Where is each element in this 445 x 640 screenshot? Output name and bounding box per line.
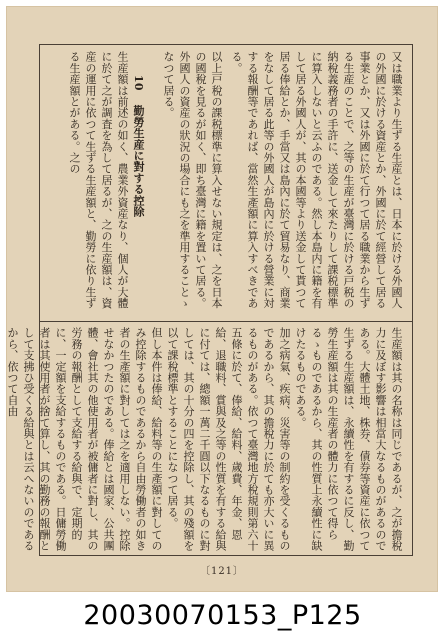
- top-paragraph-1: 又は職業より生ずる生産とは、日本に於ける外國人の外國に於ける資産とか、外國に於て經營して居る事業とか、又は外國に於て行つて居る職業から生ずる生産のことで、之等の生産が臺灣に於ける戸税の納稅義務者の手許に、送金して來たりして課税標準に算入しないと云ふのである。然し本島内に籍を有して居る外國人が、其の本國等より送金して貰つて居る俸給とか、手當又は島內に於て貿易なり、商業をなして居る此等の外國人が島內に於ける營業に対する報酬等であれば、當然生產額に算入すべきである。: [230, 51, 403, 309]
- top-paragraph-2: 以上戸稅の課税標準に算入せない規定は、之を日本の國稅を見るが如く、即ち臺灣に籍を置いて居る。外國人の資産の狀況の場合にも之を準用することゝなつて居る。: [162, 51, 223, 309]
- bottom-paragraph-3: 但し本件は俸給、給料等の生產額に對してのみ控除するものであるから自由勞働者の如き者の生產額に對しては之を適用しない。控除せなかつたのである。俸給とは國家、公共團體、會社其の他使用者が被傭者に對し、其の労務の報酬として支給する給與で、定期的に、一定額を支給するものである。日傭勞働者は其使用者が捨て算し、其の勤務の報酬として支拂ひ受くる給與とは云へないのであるから、依つて自由: [6, 327, 163, 551]
- heading-number: 10: [132, 75, 145, 91]
- bottom-section: [6, 327, 404, 551]
- text-frame: [6, 44, 413, 556]
- bottom-paragraph-1: 生産額は其の名称は同じであるが、之が擔稅力に及ぼす影響は相當大なるものがあるのである。大體土地、株券、債券等資産に依つて生ずる生産額は、永續性を有するに反し、勤勞生産額は其の生産者の體力に依つて得らるゝものであるから、其の性質上永續性に缺けたるものである。: [294, 327, 403, 551]
- bottom-paragraph-2: 加之病氣、疾病、災害等の制約を受くるものであるから、其の擔稅力に於ても亦大いに異るものがある。依つて臺灣地方稅規則第六十五條に於て、俸給、給料、歲費、年金、恩給、退職料、賞與及之等の性質を有する給與に付ては、總額一萬二千圓以下なるものに對しては、其の十分の四を控除し、其の殘額を以て課稅標準とすることになつて居る。: [166, 327, 291, 551]
- document-page: [6, 6, 438, 592]
- section-divider: [40, 321, 412, 322]
- section-heading: [130, 51, 146, 315]
- page-number: 〔121〕: [199, 566, 245, 577]
- archive-id-caption: 20030070153_P125: [83, 600, 362, 631]
- heading-paragraph: 生産額は前述の如く、農業外資産なり、個人が大體に於て之が調査を為して居るが、之の生産額は、資産の運用に依つて生ずる生産額と、勤勞に依り生ずる生産額とがある。之の: [68, 51, 129, 309]
- heading-title: 勤勞生産に對する控除: [132, 104, 145, 217]
- top-section: [48, 51, 404, 315]
